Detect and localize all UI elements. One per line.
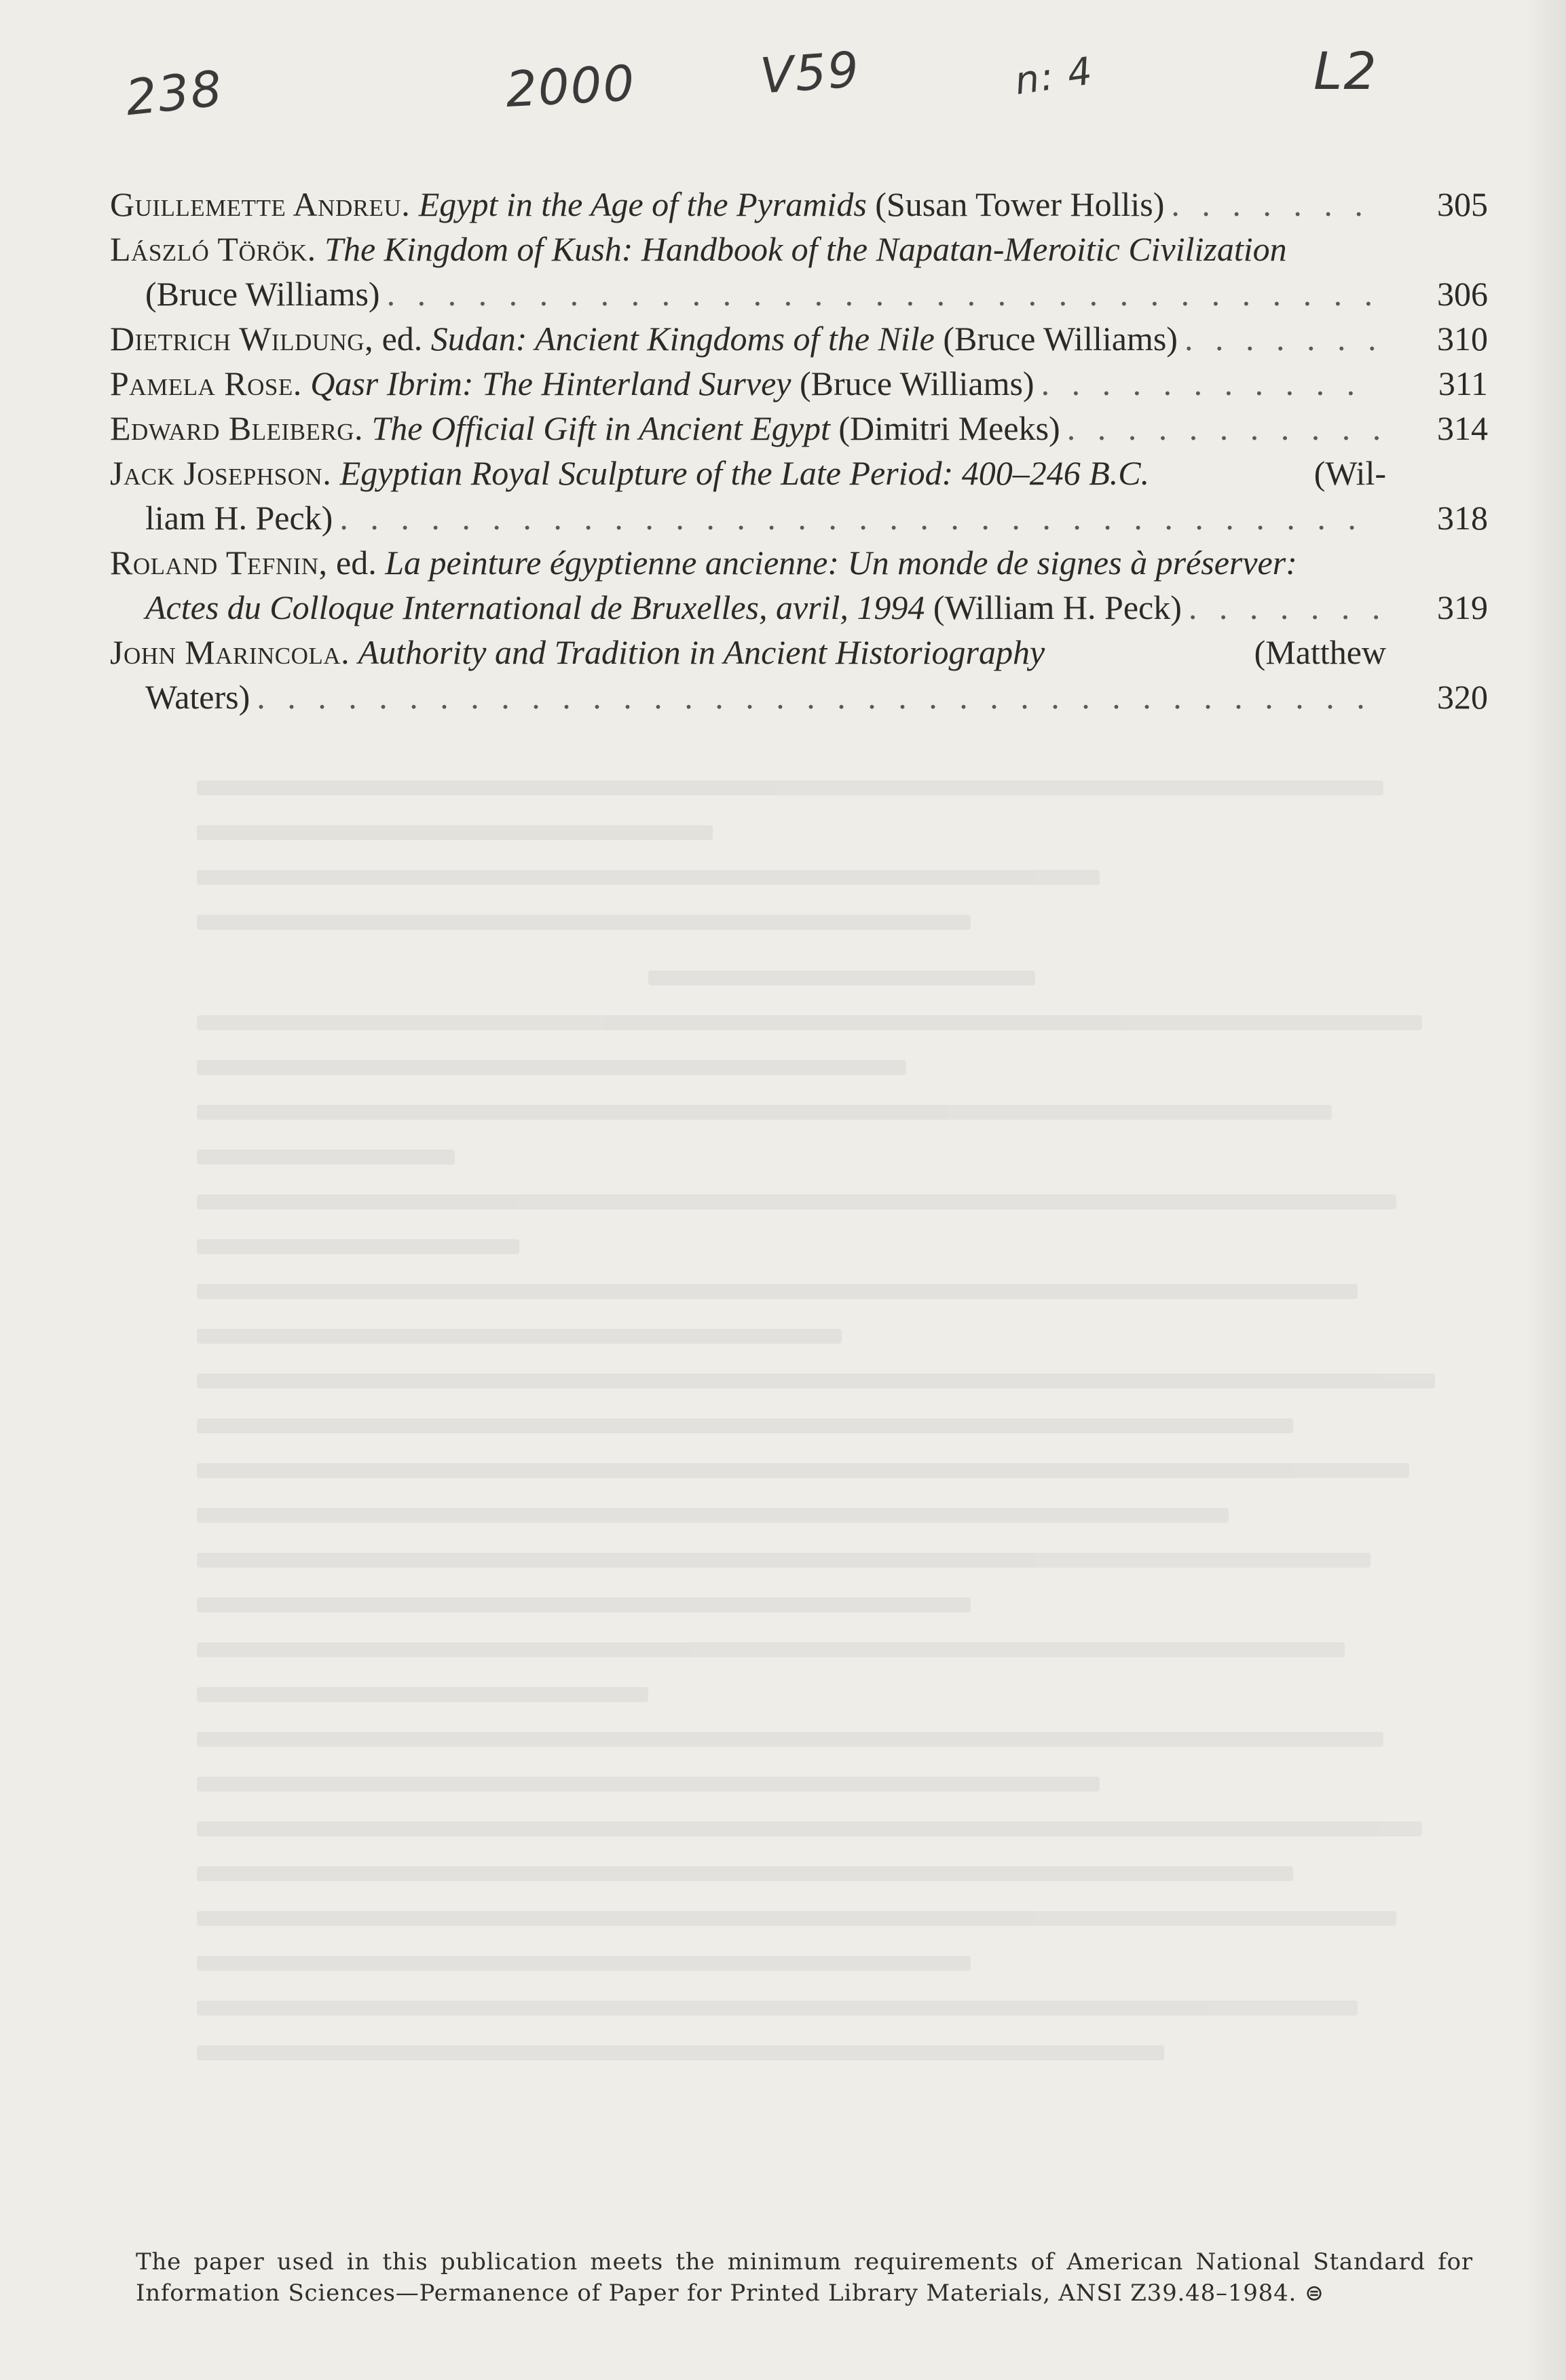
entry-title: Qasr Ibrim: The Hinterland Survey: [310, 364, 791, 402]
review-entry: [110, 227, 1488, 316]
leader-dots: [387, 271, 1379, 316]
leader-dots: [1067, 406, 1379, 451]
review-contents-list: [110, 182, 1488, 719]
leader-dots: [1171, 182, 1379, 227]
entry-title: Authority and Tradition in Ancient Historiography: [358, 633, 1045, 671]
entry-author: Pamela Rose.: [110, 364, 302, 402]
handwritten-note: L2: [1313, 41, 1378, 101]
entry-reviewer: (Bruce Williams): [799, 364, 1034, 402]
entry-author: Dietrich Wildung,: [110, 320, 374, 358]
entry-reviewer: (Susan Tower Hollis): [875, 185, 1165, 223]
leader-dots: [257, 675, 1379, 719]
entry-author: John Marincola.: [110, 633, 350, 671]
entry-page-number: 306: [1437, 275, 1488, 313]
leader-dots: [339, 495, 1379, 540]
entry-reviewer: (Bruce Williams): [145, 275, 380, 313]
handwritten-annotations: [0, 27, 1566, 136]
entry-title: The Kingdom of Kush: Handbook of the Napatan-Meroitic Civilization: [324, 230, 1287, 268]
entry-editor-mark: ed.: [381, 320, 423, 358]
bleed-through-text: [197, 780, 1487, 2240]
entry-title: Sudan: Ancient Kingdoms of the Nile: [430, 320, 935, 358]
entry-reviewer: (Matthew: [1254, 633, 1386, 671]
entry-reviewer: (Bruce Williams): [943, 320, 1178, 358]
entry-author: Jack Josephson.: [110, 454, 332, 492]
page-fold-shadow: [1525, 0, 1566, 2380]
entry-author: Roland Tefnin,: [110, 544, 328, 582]
paper-standard-notice: The paper used in this publication meets the minimum requirements of American National Standard for Information Sciences—Permanence of Paper for Printed Library Materials, ANSI Z39.48–1984. ⊜: [136, 2248, 1473, 2307]
entry-page-number: 305: [1437, 185, 1488, 223]
leader-dots: [1185, 316, 1379, 361]
review-entry: [110, 182, 1488, 227]
review-entry: [110, 451, 1488, 540]
entry-reviewer: (Dimitri Meeks): [838, 409, 1060, 447]
entry-title-continued: Actes du Colloque International de Bruxelles, avril, 1994: [145, 588, 925, 626]
review-entry: [110, 406, 1488, 451]
entry-title: Egyptian Royal Sculpture of the Late Period: 400–246 B.C.: [339, 454, 1150, 492]
entry-page-number: 311: [1438, 364, 1488, 402]
entry-reviewer-continued: liam H. Peck): [145, 499, 333, 537]
handwritten-note: 2000: [504, 54, 637, 118]
entry-page-number: 319: [1437, 588, 1488, 626]
review-entry: [110, 316, 1488, 361]
entry-editor-mark: ed.: [336, 544, 377, 582]
entry-page-number: 318: [1437, 499, 1488, 537]
entry-page-number: 310: [1437, 320, 1488, 358]
entry-reviewer: (Wil-: [1313, 454, 1386, 492]
entry-author: Guillemette Andreu.: [110, 185, 411, 223]
entry-reviewer-continued: Waters): [145, 678, 250, 716]
entry-page-number: 314: [1437, 409, 1488, 447]
leader-dots: [1189, 585, 1379, 630]
review-entry: [110, 630, 1488, 719]
review-entry: [110, 361, 1488, 406]
leader-dots: [1041, 361, 1379, 406]
handwritten-note: V59: [758, 40, 862, 105]
entry-reviewer: (William H. Peck): [933, 588, 1182, 626]
entry-author: László Török.: [110, 230, 316, 268]
entry-page-number: 320: [1437, 678, 1488, 716]
entry-author: Edward Bleiberg.: [110, 409, 363, 447]
review-entry: [110, 540, 1488, 630]
handwritten-note: 238: [123, 59, 226, 127]
entry-title: Egypt in the Age of the Pyramids: [418, 185, 867, 223]
entry-title: The Official Gift in Ancient Egypt: [371, 409, 830, 447]
handwritten-note: n: 4: [1012, 49, 1096, 104]
entry-title: La peinture égyptienne ancienne: Un monde de signes à préserver:: [385, 544, 1297, 582]
